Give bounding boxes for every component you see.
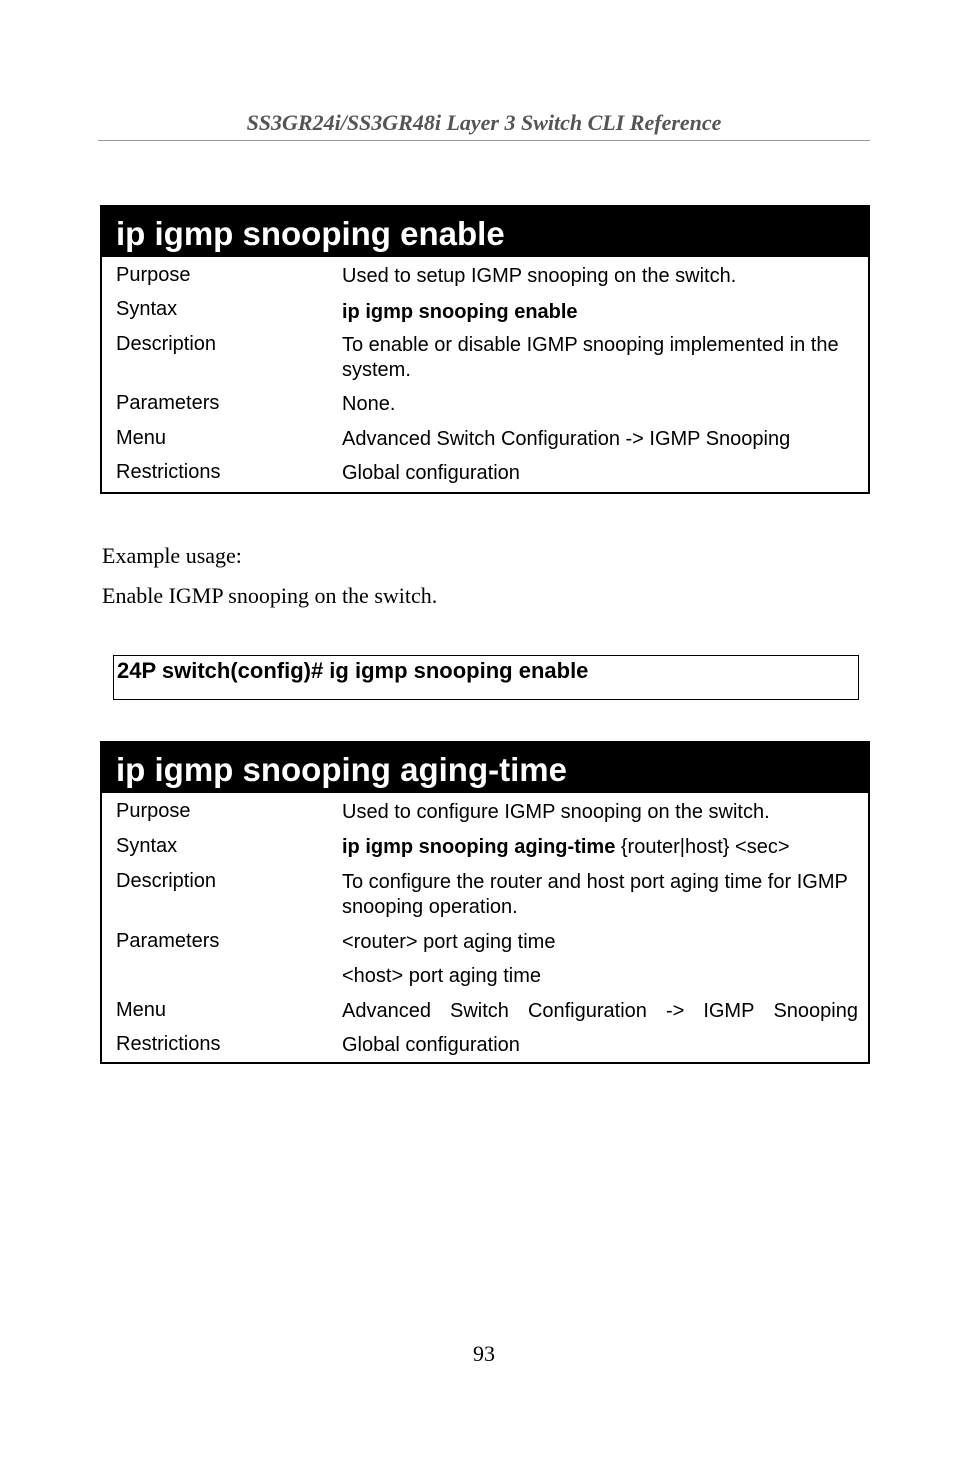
command-title: ip igmp snooping enable — [102, 207, 868, 257]
table-row-syntax — [102, 835, 868, 860]
table-row-menu — [102, 427, 868, 452]
row-value: <router> port aging time — [342, 931, 556, 953]
command-title: ip igmp snooping aging-time — [102, 743, 868, 793]
header-divider — [98, 140, 870, 141]
table-row-description — [102, 333, 868, 383]
syntax-arguments: {router|host} <sec> — [615, 836, 790, 858]
table-row-purpose — [102, 800, 868, 825]
table-row-parameters-cont — [102, 964, 868, 989]
table-row-description — [102, 870, 868, 920]
row-label: Syntax — [116, 298, 178, 320]
table-row-parameters — [102, 930, 868, 955]
menu-word: Snooping — [773, 1000, 858, 1022]
page-number: 93 — [473, 1341, 495, 1366]
row-label: Purpose — [116, 264, 191, 286]
command-table-aging-time — [100, 741, 870, 1064]
example-heading: Example usage: — [102, 543, 242, 568]
row-value: To configure the router and host port aging time for IGMP snooping operation. — [342, 871, 848, 918]
menu-word: Configuration — [527, 1000, 647, 1022]
row-label: Description — [116, 333, 217, 355]
row-value: None. — [342, 393, 396, 415]
row-value — [342, 999, 858, 1024]
running-header: SS3GR24i/SS3GR48i Layer 3 Switch CLI Reference — [246, 110, 722, 135]
row-label: Menu — [116, 999, 167, 1021]
example-command: 24P switch(config)# ig igmp snooping enable — [117, 658, 589, 683]
row-value: Global configuration — [342, 462, 520, 484]
example-command-box — [113, 655, 859, 700]
menu-word: IGMP — [703, 1000, 755, 1022]
row-value: Global configuration — [342, 1034, 520, 1056]
row-label: Purpose — [116, 800, 191, 822]
table-row-parameters — [102, 392, 868, 417]
menu-word: Switch — [450, 1000, 509, 1022]
row-label: Parameters — [116, 392, 220, 414]
row-label: Syntax — [116, 835, 178, 857]
table-row-purpose — [102, 264, 868, 289]
row-label — [116, 964, 342, 989]
row-label: Parameters — [116, 930, 220, 952]
table-row-syntax — [102, 298, 868, 326]
row-label: Description — [116, 870, 217, 892]
syntax-command: ip igmp snooping enable — [342, 301, 578, 323]
table-row-menu — [102, 999, 868, 1024]
table-row-restrictions — [102, 461, 868, 486]
command-table-snooping-enable — [100, 205, 870, 494]
menu-word: -> — [665, 1000, 685, 1022]
row-value: <host> port aging time — [342, 965, 542, 987]
syntax-command: ip igmp snooping aging-time — [342, 836, 616, 858]
table-row-restrictions — [102, 1033, 868, 1058]
row-label: Restrictions — [116, 461, 221, 483]
menu-word: Advanced — [342, 1000, 431, 1022]
row-value: To enable or disable IGMP snooping implemented in the system. — [342, 334, 839, 381]
row-value — [342, 835, 858, 860]
row-label: Menu — [116, 427, 167, 449]
example-description: Enable IGMP snooping on the switch. — [102, 583, 438, 608]
row-value: Used to setup IGMP snooping on the switch. — [342, 265, 737, 287]
row-label: Restrictions — [116, 1033, 221, 1055]
row-value: Used to configure IGMP snooping on the switch. — [342, 801, 770, 823]
row-value — [342, 298, 858, 326]
row-value: Advanced Switch Configuration -> IGMP Snooping — [342, 428, 791, 450]
